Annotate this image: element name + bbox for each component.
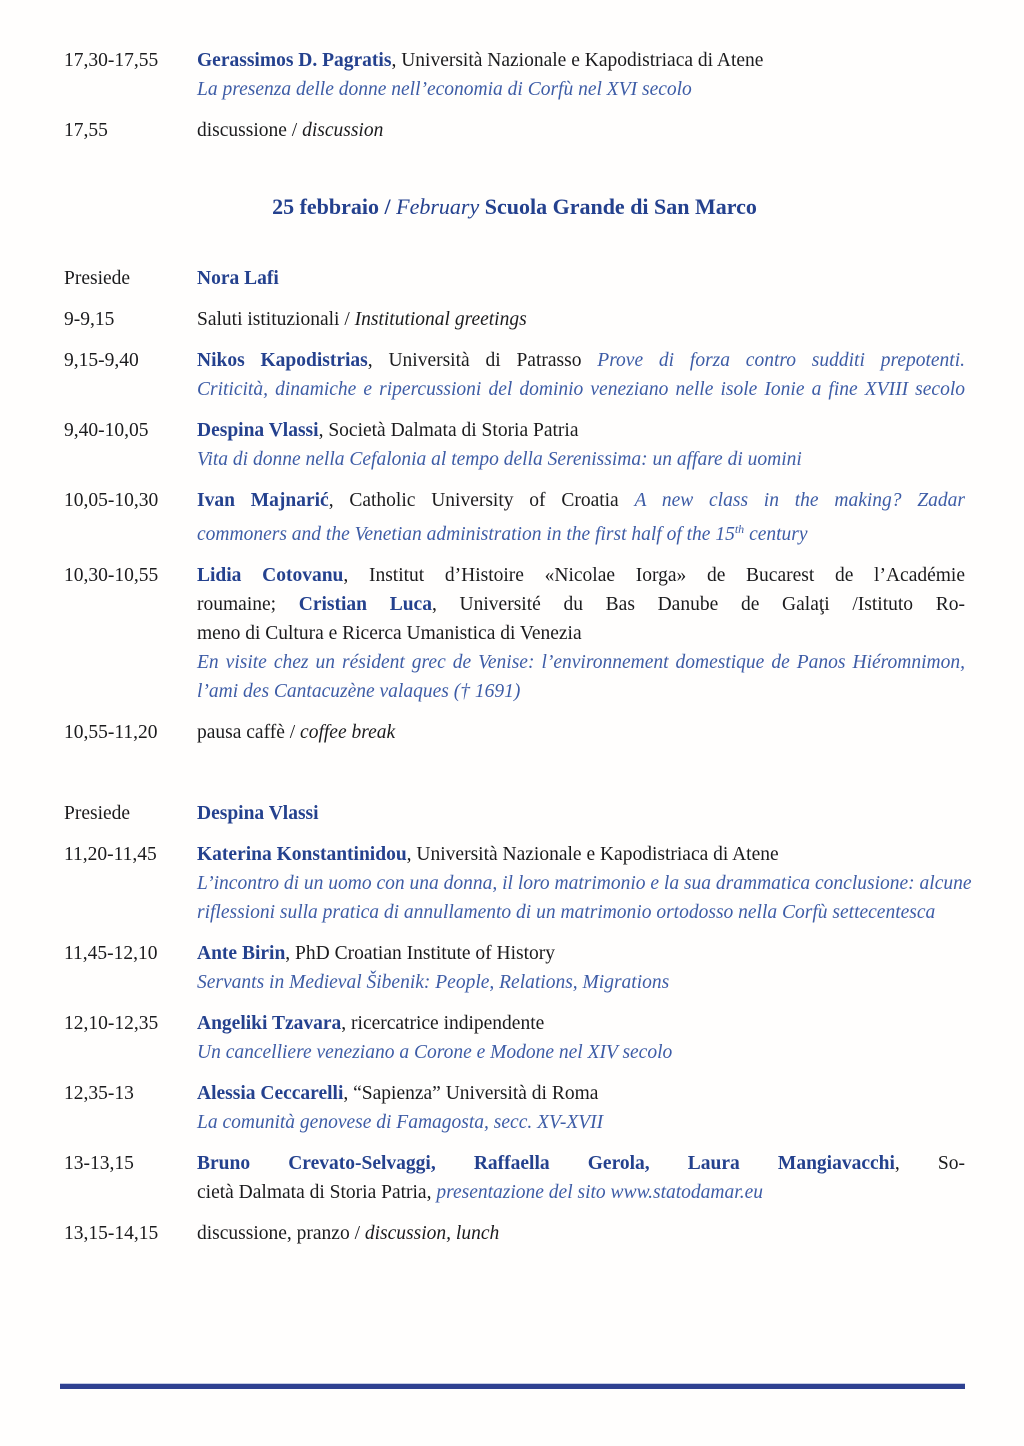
speaker-name: Despina Vlassi — [197, 420, 319, 441]
footer-divider-bar — [60, 1383, 965, 1389]
time-cell: 11,45-12,10 — [64, 943, 158, 964]
entry-lines — [197, 486, 965, 549]
body-text: meno di Cultura e Ricerca Umanistica di Venezia — [197, 623, 582, 644]
entry-line — [197, 116, 965, 145]
body-text: cietà Dalmata di Storia Patria, — [197, 1182, 437, 1203]
presiede-label: Presiede — [64, 803, 131, 824]
entry-lines — [197, 416, 965, 474]
talk-title: century — [744, 524, 808, 545]
speaker-name: Cristian Luca — [298, 594, 432, 615]
entry-line — [197, 75, 965, 104]
entry-line — [197, 799, 965, 828]
speaker-name: Ivan Majnarić — [197, 490, 329, 511]
entry-line — [197, 264, 965, 293]
entry-line — [197, 1178, 965, 1207]
translation-text: discussion — [302, 120, 384, 141]
speaker-name: Katerina Konstantinidou — [197, 844, 407, 865]
schedule-row — [64, 346, 965, 404]
entry-line — [197, 718, 965, 747]
schedule-row — [64, 416, 965, 474]
talk-title: En visite chez un résident grec de Venise: l’environnement domestique de Panos Hiéromnimon, — [197, 652, 965, 673]
body-text: , Università Nazionale e Kapodistriaca di Atene — [391, 50, 764, 71]
schedule-row — [64, 486, 965, 549]
body-text: , Université du Bas Danube de Galaţi /Istituto Ro- — [431, 594, 965, 615]
talk-title: commoners and the Venetian administration in the first half of the 15 — [197, 524, 735, 545]
body-text: pausa caffè / — [197, 722, 301, 743]
entry-lines — [197, 1219, 965, 1248]
entry-line — [197, 840, 965, 869]
entry-lines — [197, 264, 965, 293]
schedule-row — [64, 116, 965, 145]
schedule-row — [64, 1009, 965, 1067]
entry-line — [197, 445, 965, 474]
speaker-name: Nora Lafi — [197, 268, 279, 289]
speaker-name: Lidia Cotovanu — [197, 565, 344, 586]
entry-line — [197, 1108, 965, 1137]
talk-title: presentazione del sito www.statodamar.eu — [436, 1182, 763, 1203]
schedule-row — [64, 799, 965, 828]
ordinal-superscript: th — [734, 522, 745, 536]
time-cell: 10,05-10,30 — [64, 490, 159, 511]
body-text: , So- — [894, 1153, 965, 1174]
entry-line — [197, 939, 965, 968]
time-cell: 17,30-17,55 — [64, 50, 159, 71]
entry-line — [197, 869, 972, 898]
entry-lines — [197, 718, 965, 747]
time-cell: 10,55-11,20 — [64, 722, 158, 743]
talk-title: l’ami des Cantacuzène valaques († 1691) — [197, 681, 521, 702]
body-text: , PhD Croatian Institute of History — [285, 943, 556, 964]
talk-title: Servants in Medieval Šibenik: People, Relations, Migrations — [197, 972, 670, 993]
time-cell: 13,15-14,15 — [64, 1223, 159, 1244]
talk-title: Vita di donne nella Cefalonia al tempo della Serenissima: un affare di uomini — [197, 449, 802, 470]
body-text: roumaine; — [197, 594, 299, 615]
body-text: , Institut d’Histoire «Nicolae Iorga» de Bucarest de l’Académie — [343, 565, 965, 586]
speaker-name: Gerassimos D. Pagratis — [197, 50, 392, 71]
body-text: discussione / — [197, 120, 303, 141]
time-cell: 9,15-9,40 — [64, 350, 139, 371]
schedule-row — [64, 840, 972, 927]
body-text: , Società Dalmata di Storia Patria — [318, 420, 579, 441]
time-cell: 13-13,15 — [64, 1153, 134, 1174]
schedule-row — [64, 1219, 965, 1248]
time-cell: 12,35-13 — [64, 1083, 134, 1104]
speaker-name: Bruno Crevato-Selvaggi, Raffaella Gerola, Laura Mangiavacchi — [197, 1153, 895, 1174]
entry-line — [197, 375, 965, 404]
entry-lines — [197, 561, 965, 706]
entry-line — [197, 898, 965, 927]
body-text: Saluti istituzionali / — [197, 309, 355, 330]
entry-line — [197, 486, 965, 515]
body-text: , Università di Patrasso — [367, 350, 598, 371]
entry-lines — [197, 305, 965, 334]
time-cell: 10,30-10,55 — [64, 565, 159, 586]
time-cell: 9,40-10,05 — [64, 420, 149, 441]
body-text: , “Sapienza” Università di Roma — [343, 1083, 599, 1104]
schedule-row — [64, 718, 965, 747]
translation-text: Institutional greetings — [354, 309, 527, 330]
entry-lines — [197, 799, 965, 828]
body-text: discussione, pranzo / — [197, 1223, 365, 1244]
translation-text: discussion, lunch — [364, 1223, 500, 1244]
talk-title: La comunità genovese di Famagosta, secc. XV-XVII — [197, 1112, 604, 1133]
schedule — [64, 46, 972, 1248]
entry-lines — [197, 840, 972, 927]
time-cell: 12,10-12,35 — [64, 1013, 159, 1034]
entry-line — [197, 1038, 965, 1067]
schedule-row — [64, 1149, 965, 1207]
entry-line — [197, 46, 965, 75]
speaker-name: Nikos Kapodistrias — [197, 350, 368, 371]
presiede-label: Presiede — [64, 268, 131, 289]
entry-line — [197, 590, 965, 619]
schedule-row — [64, 939, 965, 997]
talk-title: Un cancelliere veneziano a Corone e Modone nel XIV secolo — [197, 1042, 673, 1063]
body-text: , Catholic University of Croatia — [328, 490, 635, 511]
entry-lines — [197, 116, 965, 145]
entry-line — [197, 648, 965, 677]
time-cell: 9-9,15 — [64, 309, 115, 330]
speaker-name: Despina Vlassi — [197, 803, 319, 824]
talk-title: La presenza delle donne nell’economia di Corfù nel XVI secolo — [197, 79, 692, 100]
entry-line — [197, 305, 965, 334]
entry-line — [197, 968, 965, 997]
entry-line — [197, 561, 965, 590]
talk-title: riflessioni sulla pratica di annullamento di un matrimonio ortodosso nella Corfù settecentesca — [197, 902, 936, 923]
session-header — [64, 191, 965, 222]
entry-line — [197, 1149, 965, 1178]
entry-line — [197, 1219, 965, 1248]
entry-line — [197, 677, 965, 706]
time-cell: 11,20-11,45 — [64, 844, 157, 865]
translation-text: coffee break — [300, 722, 396, 743]
entry-line — [197, 416, 965, 445]
schedule-row — [64, 305, 965, 334]
session-header-text: Scuola Grande di San Marco — [479, 194, 757, 219]
body-text: , ricercatrice indipendente — [341, 1013, 545, 1034]
session-header-text: 25 febbraio / — [272, 194, 397, 219]
entry-lines — [197, 1079, 965, 1137]
talk-title: L’incontro di un uomo con una donna, il loro matrimonio e la sua drammatica conclusione: alcune — [197, 873, 972, 894]
schedule-row — [64, 561, 965, 706]
entry-line — [197, 515, 965, 549]
session-header-month: February — [396, 194, 480, 219]
entry-lines — [197, 1009, 965, 1067]
entry-lines — [197, 939, 965, 997]
entry-lines — [197, 346, 965, 404]
entry-lines — [197, 1149, 965, 1207]
schedule-row — [64, 46, 965, 104]
entry-lines — [197, 46, 965, 104]
body-text: , Università Nazionale e Kapodistriaca di Atene — [406, 844, 779, 865]
time-cell: 17,55 — [64, 120, 108, 141]
entry-line — [197, 1009, 965, 1038]
schedule-row — [64, 264, 965, 293]
talk-title: Prove di forza contro sudditi prepotenti. — [597, 350, 966, 371]
talk-title: Criticità, dinamiche e ripercussioni del dominio veneziano nelle isole Ionie a fine XVIII secolo — [197, 379, 965, 400]
entry-line — [197, 346, 965, 375]
schedule-row — [64, 1079, 965, 1137]
speaker-name: Ante Birin — [197, 943, 286, 964]
entry-line — [197, 619, 965, 648]
entry-line — [197, 1079, 965, 1108]
speaker-name: Angeliki Tzavara — [197, 1013, 342, 1034]
speaker-name: Alessia Ceccarelli — [197, 1083, 344, 1104]
talk-title: A new class in the making? Zadar — [634, 490, 965, 511]
